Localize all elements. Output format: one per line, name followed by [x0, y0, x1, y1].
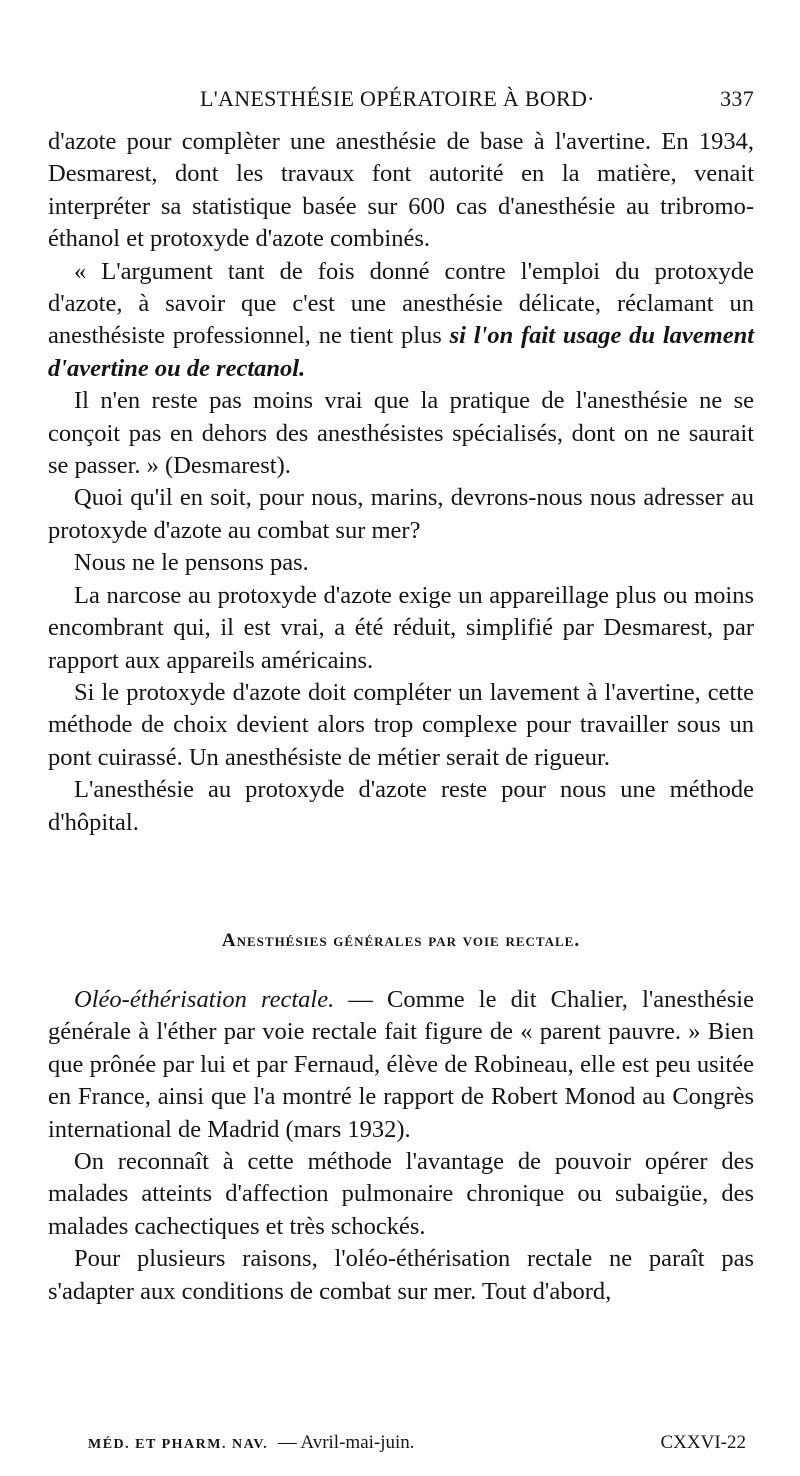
body-text-top	[48, 126, 754, 839]
body-text-bottom	[48, 984, 754, 1308]
paragraph-quote	[48, 256, 754, 386]
page-footer	[48, 1432, 754, 1458]
page-number: 337	[720, 86, 754, 111]
paragraph: On reconnaît à cette méthode l'avantage de pouvoir opérer des malades atteints d'affection pulmonaire chronique ou subaigüe, des malades cachectiques et très schockés.	[48, 1148, 754, 1240]
run-in-heading: Oléo-éthérisation rectale.	[74, 986, 335, 1013]
journal-abbrev: MÉD. ET PHARM. NAV.	[88, 1437, 269, 1452]
paragraph-subheading	[48, 984, 754, 1146]
issue-date: — Avril-mai-juin.	[277, 1432, 415, 1453]
paragraph: Nous ne le pensons pas.	[74, 549, 309, 577]
paragraph: La narcose au protoxyde d'azote exige un appareillage plus ou moins encombrant qui, il est vrai, a été réduit, simplifié par Desmarest, par rapport aux appareils américains.	[48, 581, 754, 674]
paragraph: d'azote pour complèter une anesthésie de base à l'avertine. En 1934, Desmarest, dont les travaux font autorité en la matière, venait interpréter sa statistique basée sur 600 cas d'anesthésie au tribromo-éthanol et protoxyde d'azote combinés.	[48, 128, 754, 253]
running-head	[48, 86, 754, 116]
paragraph-text: — Comme le dit Chalier, l'anesthésie générale à l'éther par voie rectale fait figure de « parent pauvre. » Bien que prônée par lui et par Fernaud, élève de Robineau, elle est peu usitée en France, ainsi que l'a montré le rapport de Robert Monod au Congrès international de Madrid (mars 1932).	[48, 986, 754, 1143]
section-heading: Anesthésies générales par voie rectale.	[221, 930, 581, 951]
running-title: L'ANESTHÉSIE OPÉRATOIRE À BORD·	[200, 86, 595, 111]
signature-mark: CXXVI-22	[660, 1432, 746, 1453]
paragraph: Pour plusieurs raisons, l'oléo-éthérisation rectale ne paraît pas s'adapter aux conditions de combat sur mer. Tout d'abord,	[48, 1245, 754, 1305]
paragraph: Si le protoxyde d'azote doit compléter un lavement à l'avertine, cette méthode de choix devient alors trop complexe pour travailler sous un pont cuirassé. Un anesthésiste de métier serait de rigueur.	[48, 678, 754, 771]
quote-text: « L'argument tant de fois donné contre l'emploi du protoxyde d'azote, à savoir que c'est une anesthésie délicate, réclamant un anesthésiste professionnel, ne tient plus	[48, 257, 754, 350]
quote-emphasis: si l'on fait usage du lavement d'avertine ou de rectanol.	[48, 322, 754, 382]
paragraph: L'anesthésie au protoxyde d'azote reste pour nous une méthode d'hôpital.	[48, 776, 754, 836]
footer-journal	[88, 1432, 415, 1454]
paragraph: Quoi qu'il en soit, pour nous, marins, devrons-nous nous adresser au protoxyde d'azote au combat sur mer?	[48, 484, 754, 544]
paragraph: Il n'en reste pas moins vrai que la pratique de l'anesthésie ne se conçoit pas en dehors des anesthésistes spécialisés, dont on ne saurait se passer. » (Desmarest).	[48, 387, 754, 480]
